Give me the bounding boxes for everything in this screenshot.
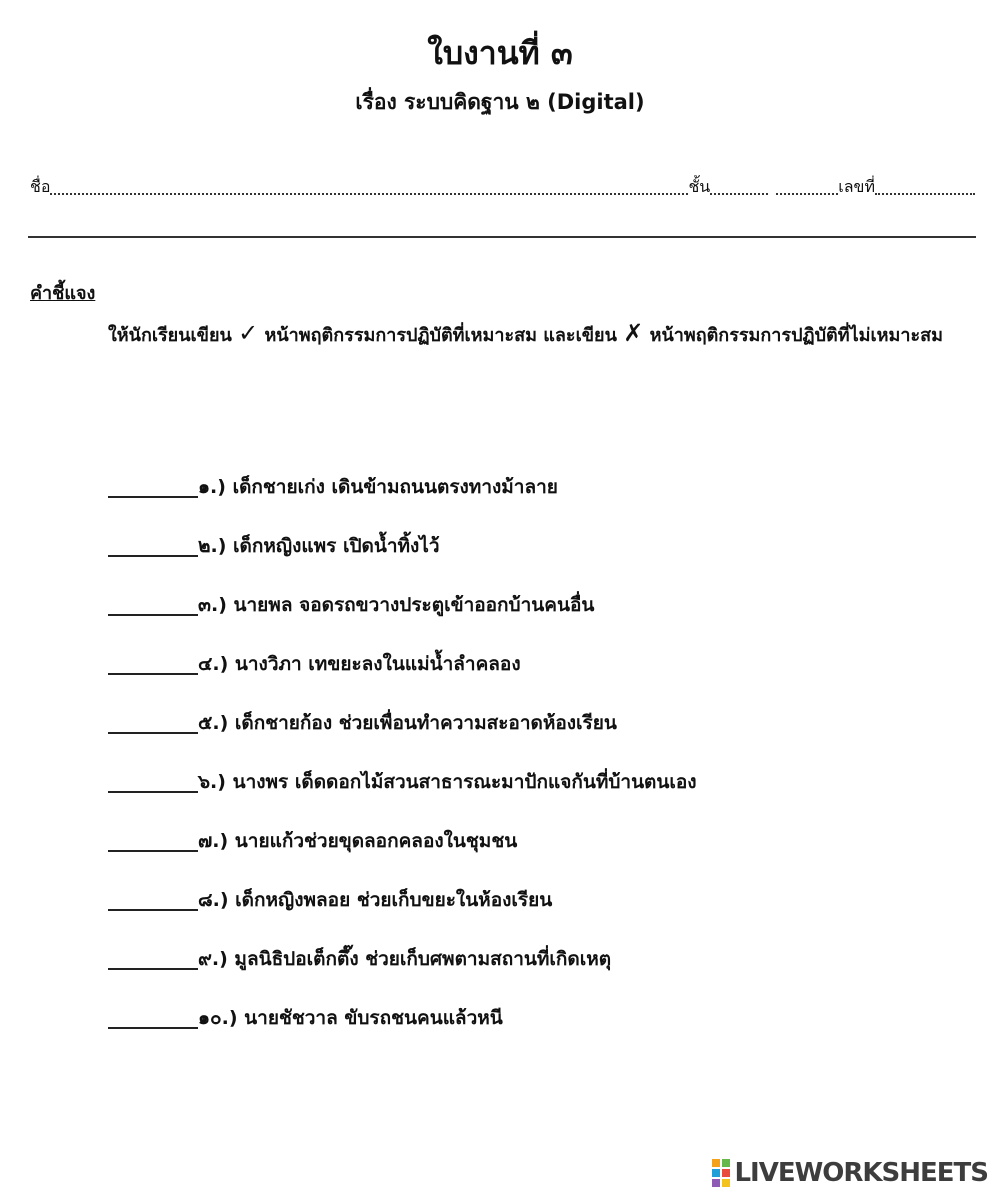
instructions-heading: คำชี้แจง [30,283,96,304]
instructions-part3: หน้าพฤติกรรมการปฏิบัติที่ไม่เหมาะสม [649,325,944,346]
class-field[interactable] [710,193,768,195]
instructions-text [30,313,970,356]
answer-blank[interactable] [108,791,198,793]
logo-cell [722,1169,730,1177]
item-label: ๑.) เด็กชายเก่ง เดินข้ามถนนตรงทางม้าลาย [198,476,558,498]
cross-symbol: ✗ [623,319,644,347]
item-label: ๖.) นางพร เด็ดดอกไม้สวนสาธารณะมาปักแจกันที่บ้านตนเอง [198,771,697,793]
list-item [108,561,697,620]
logo-cell [712,1159,720,1167]
answer-blank[interactable] [108,732,198,734]
answer-blank[interactable] [108,968,198,970]
item-list [108,443,697,1033]
list-item [108,915,697,974]
item-label: ๙.) มูลนิธิปอเต็กตึ๊ง ช่วยเก็บศพตามสถานที่เกิดเหตุ [198,948,612,970]
answer-blank[interactable] [108,909,198,911]
divider [28,236,976,238]
logo-cell [722,1159,730,1167]
list-item [108,620,697,679]
answer-blank[interactable] [108,673,198,675]
name-field[interactable] [50,193,688,195]
class-field-extra[interactable] [776,193,838,195]
class-label: ชั้น [688,177,711,196]
item-label: ๓.) นายพล จอดรถขวางประตูเข้าออกบ้านคนอื่น [198,594,595,616]
item-label: ๗.) นายแก้วช่วยขุดลอกคลองในชุมชน [198,830,518,852]
name-label: ชื่อ [30,177,51,196]
instructions-part2: หน้าพฤติกรรมการปฏิบัติที่เหมาะสม และเขียน [264,325,617,346]
item-label: ๔.) นางวิภา เทขยะลงในแม่น้ำลำคลอง [198,653,521,675]
list-item [108,856,697,915]
list-item [108,797,697,856]
list-item [108,443,697,502]
item-label: ๕.) เด็กชายก้อง ช่วยเพื่อนทำความสะอาดห้องเรียน [198,712,617,734]
answer-blank[interactable] [108,850,198,852]
number-label: เลขที่ [838,177,875,196]
item-label: ๘.) เด็กหญิงพลอย ช่วยเก็บขยะในห้องเรียน [198,889,553,911]
item-label: ๒.) เด็กหญิงแพร เปิดน้ำทิ้งไว้ [198,535,440,557]
item-label: ๑๐.) นายชัชวาล ขับรถชนคนแล้วหนี [198,1007,503,1029]
number-field[interactable] [875,193,975,195]
list-item [108,738,697,797]
answer-blank[interactable] [108,496,198,498]
logo-cell [722,1179,730,1187]
answer-blank[interactable] [108,555,198,557]
check-symbol: ✓ [238,319,259,347]
list-item [108,502,697,561]
brand-name: LIVEWORKSHEETS [734,1158,988,1188]
instructions-part1: ให้นักเรียนเขียน [108,325,232,346]
list-item [108,679,697,738]
brand-footer [712,1158,988,1188]
answer-blank[interactable] [108,1027,198,1029]
student-info-row [30,174,975,200]
worksheet-title: ใบงานที่ ๓ [427,34,573,72]
answer-blank[interactable] [108,614,198,616]
logo-cell [712,1169,720,1177]
logo-cell [712,1179,720,1187]
list-item [108,974,697,1033]
brand-logo-icon [712,1159,730,1187]
worksheet-subtitle: เรื่อง ระบบคิดฐาน ๒ (Digital) [355,90,645,114]
